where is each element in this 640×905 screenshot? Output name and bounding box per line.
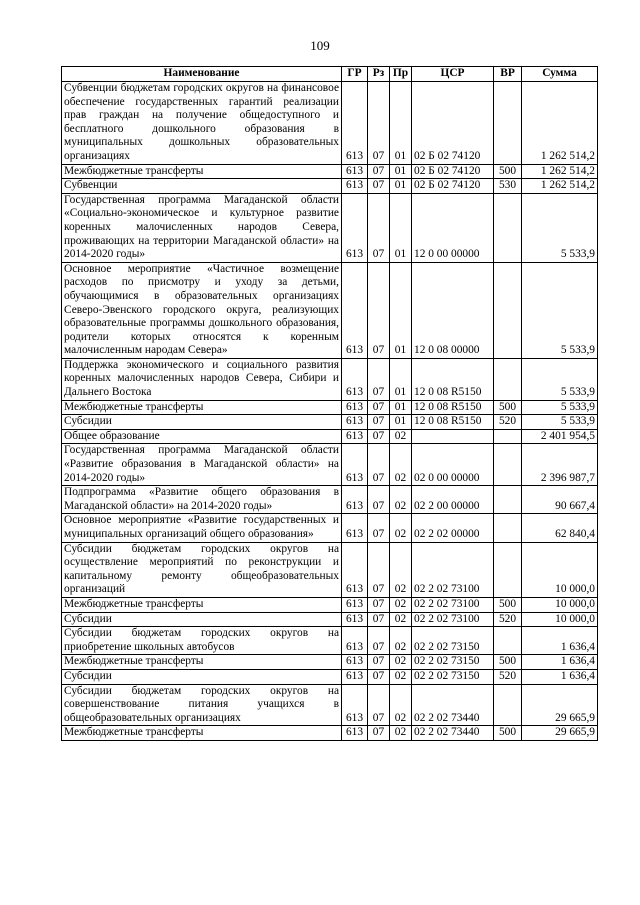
cell-pr: 02 (390, 542, 412, 597)
cell-csr: 02 Б 02 74120 (412, 82, 494, 165)
cell-vr: 500 (494, 655, 522, 670)
table-header (62, 67, 598, 82)
cell-rz: 07 (368, 486, 390, 514)
cell-name: Межбюджетные трансферты (62, 726, 342, 741)
cell-vr: 520 (494, 612, 522, 627)
cell-csr: 02 2 02 73150 (412, 669, 494, 684)
cell-pr: 01 (390, 164, 412, 179)
cell-name: Субсидии (62, 612, 342, 627)
table-row (62, 429, 598, 444)
cell-gr: 613 (342, 82, 368, 165)
table-row (62, 400, 598, 415)
cell-pr: 01 (390, 415, 412, 430)
cell-vr: 520 (494, 669, 522, 684)
cell-vr (494, 542, 522, 597)
header-csr: ЦСР (412, 67, 494, 82)
cell-rz: 07 (368, 415, 390, 430)
cell-csr: 02 2 02 73100 (412, 542, 494, 597)
table-row (62, 179, 598, 194)
header-rz: Рз (368, 67, 390, 82)
cell-rz: 07 (368, 612, 390, 627)
cell-rz: 07 (368, 627, 390, 655)
cell-sum: 1 636,4 (522, 669, 598, 684)
cell-vr (494, 429, 522, 444)
cell-pr: 01 (390, 400, 412, 415)
cell-sum: 29 665,9 (522, 726, 598, 741)
header-row (62, 67, 598, 82)
cell-gr: 613 (342, 597, 368, 612)
table-row (62, 542, 598, 597)
cell-gr: 613 (342, 627, 368, 655)
cell-sum: 5 533,9 (522, 415, 598, 430)
cell-sum: 1 636,4 (522, 627, 598, 655)
table-body (62, 82, 598, 741)
cell-gr: 613 (342, 612, 368, 627)
cell-csr: 02 2 02 73100 (412, 597, 494, 612)
cell-name: Основное мероприятие «Частичное возмещение расходов по присмотру и уходу за детьми, обучающимися в образовательных организациях Северо-Эвенского городского округа, реализующих образовательные программы дошкольного образования, родители которых относятся к коренным малочисленным народам Севера» (62, 262, 342, 358)
cell-gr: 613 (342, 542, 368, 597)
cell-sum: 5 533,9 (522, 193, 598, 262)
cell-sum: 29 665,9 (522, 684, 598, 726)
cell-gr: 613 (342, 262, 368, 358)
table-row (62, 726, 598, 741)
cell-rz: 07 (368, 514, 390, 542)
cell-rz: 07 (368, 669, 390, 684)
cell-pr: 02 (390, 486, 412, 514)
cell-name: Подпрограмма «Развитие общего образования в Магаданской области» на 2014-2020 годы» (62, 486, 342, 514)
cell-pr: 02 (390, 429, 412, 444)
cell-gr: 613 (342, 179, 368, 194)
cell-gr: 613 (342, 400, 368, 415)
cell-csr: 02 2 02 73100 (412, 612, 494, 627)
table-row (62, 514, 598, 542)
table-row (62, 597, 598, 612)
cell-gr: 613 (342, 669, 368, 684)
cell-csr: 02 0 00 00000 (412, 444, 494, 486)
cell-pr: 01 (390, 193, 412, 262)
cell-csr (412, 429, 494, 444)
cell-sum: 90 667,4 (522, 486, 598, 514)
cell-rz: 07 (368, 164, 390, 179)
header-name: Наименование (62, 67, 342, 82)
cell-vr: 500 (494, 597, 522, 612)
table-row (62, 655, 598, 670)
cell-csr: 02 Б 02 74120 (412, 164, 494, 179)
cell-pr: 01 (390, 82, 412, 165)
header-pr: Пр (390, 67, 412, 82)
cell-name: Субсидии бюджетам городских округов на приобретение школьных автобусов (62, 627, 342, 655)
cell-rz: 07 (368, 726, 390, 741)
cell-csr: 02 2 00 00000 (412, 486, 494, 514)
cell-name: Основное мероприятие «Развитие государственных и муниципальных организаций общего образования» (62, 514, 342, 542)
cell-name: Межбюджетные трансферты (62, 400, 342, 415)
cell-pr: 02 (390, 684, 412, 726)
header-vr: ВР (494, 67, 522, 82)
cell-rz: 07 (368, 262, 390, 358)
cell-name: Общее образование (62, 429, 342, 444)
cell-sum: 5 533,9 (522, 262, 598, 358)
cell-gr: 613 (342, 486, 368, 514)
cell-pr: 01 (390, 358, 412, 400)
cell-csr: 12 0 00 00000 (412, 193, 494, 262)
cell-vr: 530 (494, 179, 522, 194)
cell-pr: 02 (390, 655, 412, 670)
cell-vr (494, 684, 522, 726)
table-row (62, 82, 598, 165)
cell-vr (494, 627, 522, 655)
cell-rz: 07 (368, 444, 390, 486)
table-row (62, 627, 598, 655)
cell-sum: 1 262 514,2 (522, 82, 598, 165)
cell-rz: 07 (368, 82, 390, 165)
cell-pr: 02 (390, 627, 412, 655)
cell-rz: 07 (368, 179, 390, 194)
cell-gr: 613 (342, 193, 368, 262)
cell-name: Субсидии бюджетам городских округов на осуществление мероприятий по реконструкции и капитальному ремонту общеобразовательных организаций (62, 542, 342, 597)
cell-sum: 5 533,9 (522, 358, 598, 400)
table-row (62, 262, 598, 358)
cell-csr: 12 0 08 R5150 (412, 415, 494, 430)
cell-gr: 613 (342, 726, 368, 741)
page-number: 109 (310, 38, 330, 53)
cell-pr: 02 (390, 669, 412, 684)
cell-pr: 01 (390, 179, 412, 194)
cell-sum: 2 401 954,5 (522, 429, 598, 444)
table-row (62, 612, 598, 627)
cell-gr: 613 (342, 164, 368, 179)
header-sum: Сумма (522, 67, 598, 82)
header-gr: ГР (342, 67, 368, 82)
cell-pr: 02 (390, 444, 412, 486)
cell-csr: 02 2 02 73150 (412, 627, 494, 655)
cell-vr (494, 262, 522, 358)
table-row (62, 669, 598, 684)
table-row (62, 358, 598, 400)
table-row (62, 684, 598, 726)
table-row (62, 193, 598, 262)
cell-name: Государственная программа Магаданской области «Социально-экономическое и культурное развитие коренных малочисленных народов Севера, проживающих на территории Магаданской области» на 2014-2020 годы» (62, 193, 342, 262)
cell-rz: 07 (368, 542, 390, 597)
cell-pr: 02 (390, 514, 412, 542)
cell-sum: 1 636,4 (522, 655, 598, 670)
table-row (62, 164, 598, 179)
cell-vr: 520 (494, 415, 522, 430)
cell-gr: 613 (342, 415, 368, 430)
cell-pr: 01 (390, 262, 412, 358)
cell-pr: 02 (390, 612, 412, 627)
cell-rz: 07 (368, 655, 390, 670)
cell-sum: 10 000,0 (522, 542, 598, 597)
cell-sum: 62 840,4 (522, 514, 598, 542)
cell-name: Субсидии (62, 415, 342, 430)
cell-name: Межбюджетные трансферты (62, 597, 342, 612)
budget-table (61, 66, 598, 741)
cell-name: Субвенции (62, 179, 342, 194)
cell-rz: 07 (368, 400, 390, 415)
cell-vr (494, 358, 522, 400)
cell-vr (494, 486, 522, 514)
cell-rz: 07 (368, 429, 390, 444)
cell-rz: 07 (368, 193, 390, 262)
cell-vr (494, 514, 522, 542)
cell-sum: 2 396 987,7 (522, 444, 598, 486)
cell-sum: 1 262 514,2 (522, 164, 598, 179)
cell-csr: 02 Б 02 74120 (412, 179, 494, 194)
cell-vr (494, 193, 522, 262)
cell-vr: 500 (494, 164, 522, 179)
cell-rz: 07 (368, 597, 390, 612)
cell-csr: 02 2 02 73150 (412, 655, 494, 670)
cell-name: Субвенции бюджетам городских округов на финансовое обеспечение государственных гарантий реализации прав граждан на получение общедоступного и бесплатного дошкольного образования в муниципальных дошкольных образовательных организациях (62, 82, 342, 165)
cell-pr: 02 (390, 597, 412, 612)
cell-csr: 02 2 02 00000 (412, 514, 494, 542)
cell-gr: 613 (342, 514, 368, 542)
cell-name: Субсидии (62, 669, 342, 684)
table-row (62, 415, 598, 430)
cell-vr (494, 444, 522, 486)
cell-name: Межбюджетные трансферты (62, 164, 342, 179)
cell-csr: 02 2 02 73440 (412, 726, 494, 741)
cell-gr: 613 (342, 684, 368, 726)
table-row (62, 486, 598, 514)
cell-name: Государственная программа Магаданской области «Развитие образования в Магаданской области» на 2014-2020 годы» (62, 444, 342, 486)
cell-gr: 613 (342, 655, 368, 670)
cell-csr: 02 2 02 73440 (412, 684, 494, 726)
cell-vr: 500 (494, 726, 522, 741)
cell-name: Поддержка экономического и социального развития коренных малочисленных народов Севера, Сибири и Дальнего Востока (62, 358, 342, 400)
cell-vr (494, 82, 522, 165)
cell-csr: 12 0 08 R5150 (412, 400, 494, 415)
cell-rz: 07 (368, 358, 390, 400)
cell-sum: 10 000,0 (522, 612, 598, 627)
cell-name: Субсидии бюджетам городских округов на совершенствование питания учащихся в общеобразовательных организациях (62, 684, 342, 726)
cell-gr: 613 (342, 429, 368, 444)
cell-sum: 1 262 514,2 (522, 179, 598, 194)
cell-pr: 02 (390, 726, 412, 741)
cell-vr: 500 (494, 400, 522, 415)
cell-sum: 10 000,0 (522, 597, 598, 612)
cell-csr: 12 0 08 00000 (412, 262, 494, 358)
cell-name: Межбюджетные трансферты (62, 655, 342, 670)
cell-sum: 5 533,9 (522, 400, 598, 415)
cell-gr: 613 (342, 444, 368, 486)
cell-rz: 07 (368, 684, 390, 726)
table-row (62, 444, 598, 486)
cell-gr: 613 (342, 358, 368, 400)
cell-csr: 12 0 08 R5150 (412, 358, 494, 400)
